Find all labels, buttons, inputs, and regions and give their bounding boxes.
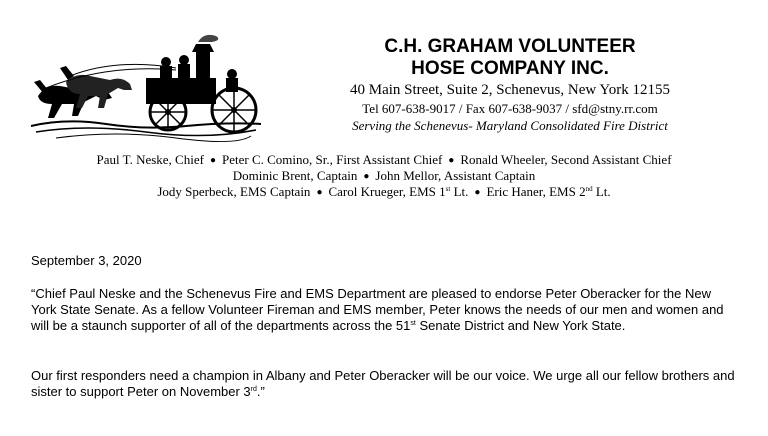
officer-captain: Dominic Brent, Captain [232,168,358,183]
p2-text: Our first responders need a champion in Albany and Peter Oberacker will be our voice. We urge all our fellow brothers and sister to support Peter on November 3 [31,368,735,399]
fire-engine-logo [26,34,266,144]
bullet: ● [474,187,481,198]
ems1-title: Lt. [450,184,469,199]
bullet: ● [209,155,216,166]
officer-second-assistant: Ronald Wheeler, Second Assistant Chief [460,152,672,167]
tagline: Serving the Schenevus- Maryland Consolidated Fire District [352,118,668,133]
letter-paragraph-2 [31,368,736,400]
officers-line3 [0,184,768,201]
letter-date: September 3, 2020 [31,253,142,268]
officers-line1 [0,152,768,169]
p1-text-end: Senate District and New York State. [415,318,626,333]
bullet: ● [448,155,455,166]
p1-ordinal-sup: st [410,320,416,327]
ems2-name: Eric Haner, EMS 2 [486,184,586,199]
org-name-line2: HOSE COMPANY INC. [411,58,609,79]
contact-info: Tel 607-638-9017 / Fax 607-638-9037 / sfd@stny.rr.com [362,101,658,116]
ems2-suffix-sup: nd [585,185,593,193]
bullet: ● [363,171,370,182]
ems2-title: Lt. [592,184,611,199]
officer-first-assistant: Peter C. Comino, Sr., First Assistant Chief [222,152,443,167]
letter-paragraph-1 [31,286,736,334]
p2-ordinal-sup: rd [250,386,257,393]
officer-ems-2nd-lt [486,184,610,199]
officer-assistant-captain: John Mellor, Assistant Captain [375,168,536,183]
p2-text-end: .” [256,384,265,399]
officer-ems-captain: Jody Sperbeck, EMS Captain [157,184,311,199]
ems1-suffix-sup: st [445,185,451,193]
org-name-line1: C.H. GRAHAM VOLUNTEER [384,36,636,57]
officer-chief: Paul T. Neske, Chief [96,152,204,167]
bullet: ● [316,187,323,198]
address: 40 Main Street, Suite 2, Schenevus, New York 12155 [350,82,670,98]
officer-ems-1st-lt [328,184,468,199]
p1-text: “Chief Paul Neske and the Schenevus Fire and EMS Department are pleased to endorse Peter Oberacker for the New York State Senate. As a fellow Volunteer Fireman and EMS member, Peter knows the needs of our men and women and will be a staunch supporter of all of the departments across the 51 [31,286,724,333]
officers-line2 [0,168,768,185]
ems1-name: Carol Krueger, EMS 1 [328,184,446,199]
